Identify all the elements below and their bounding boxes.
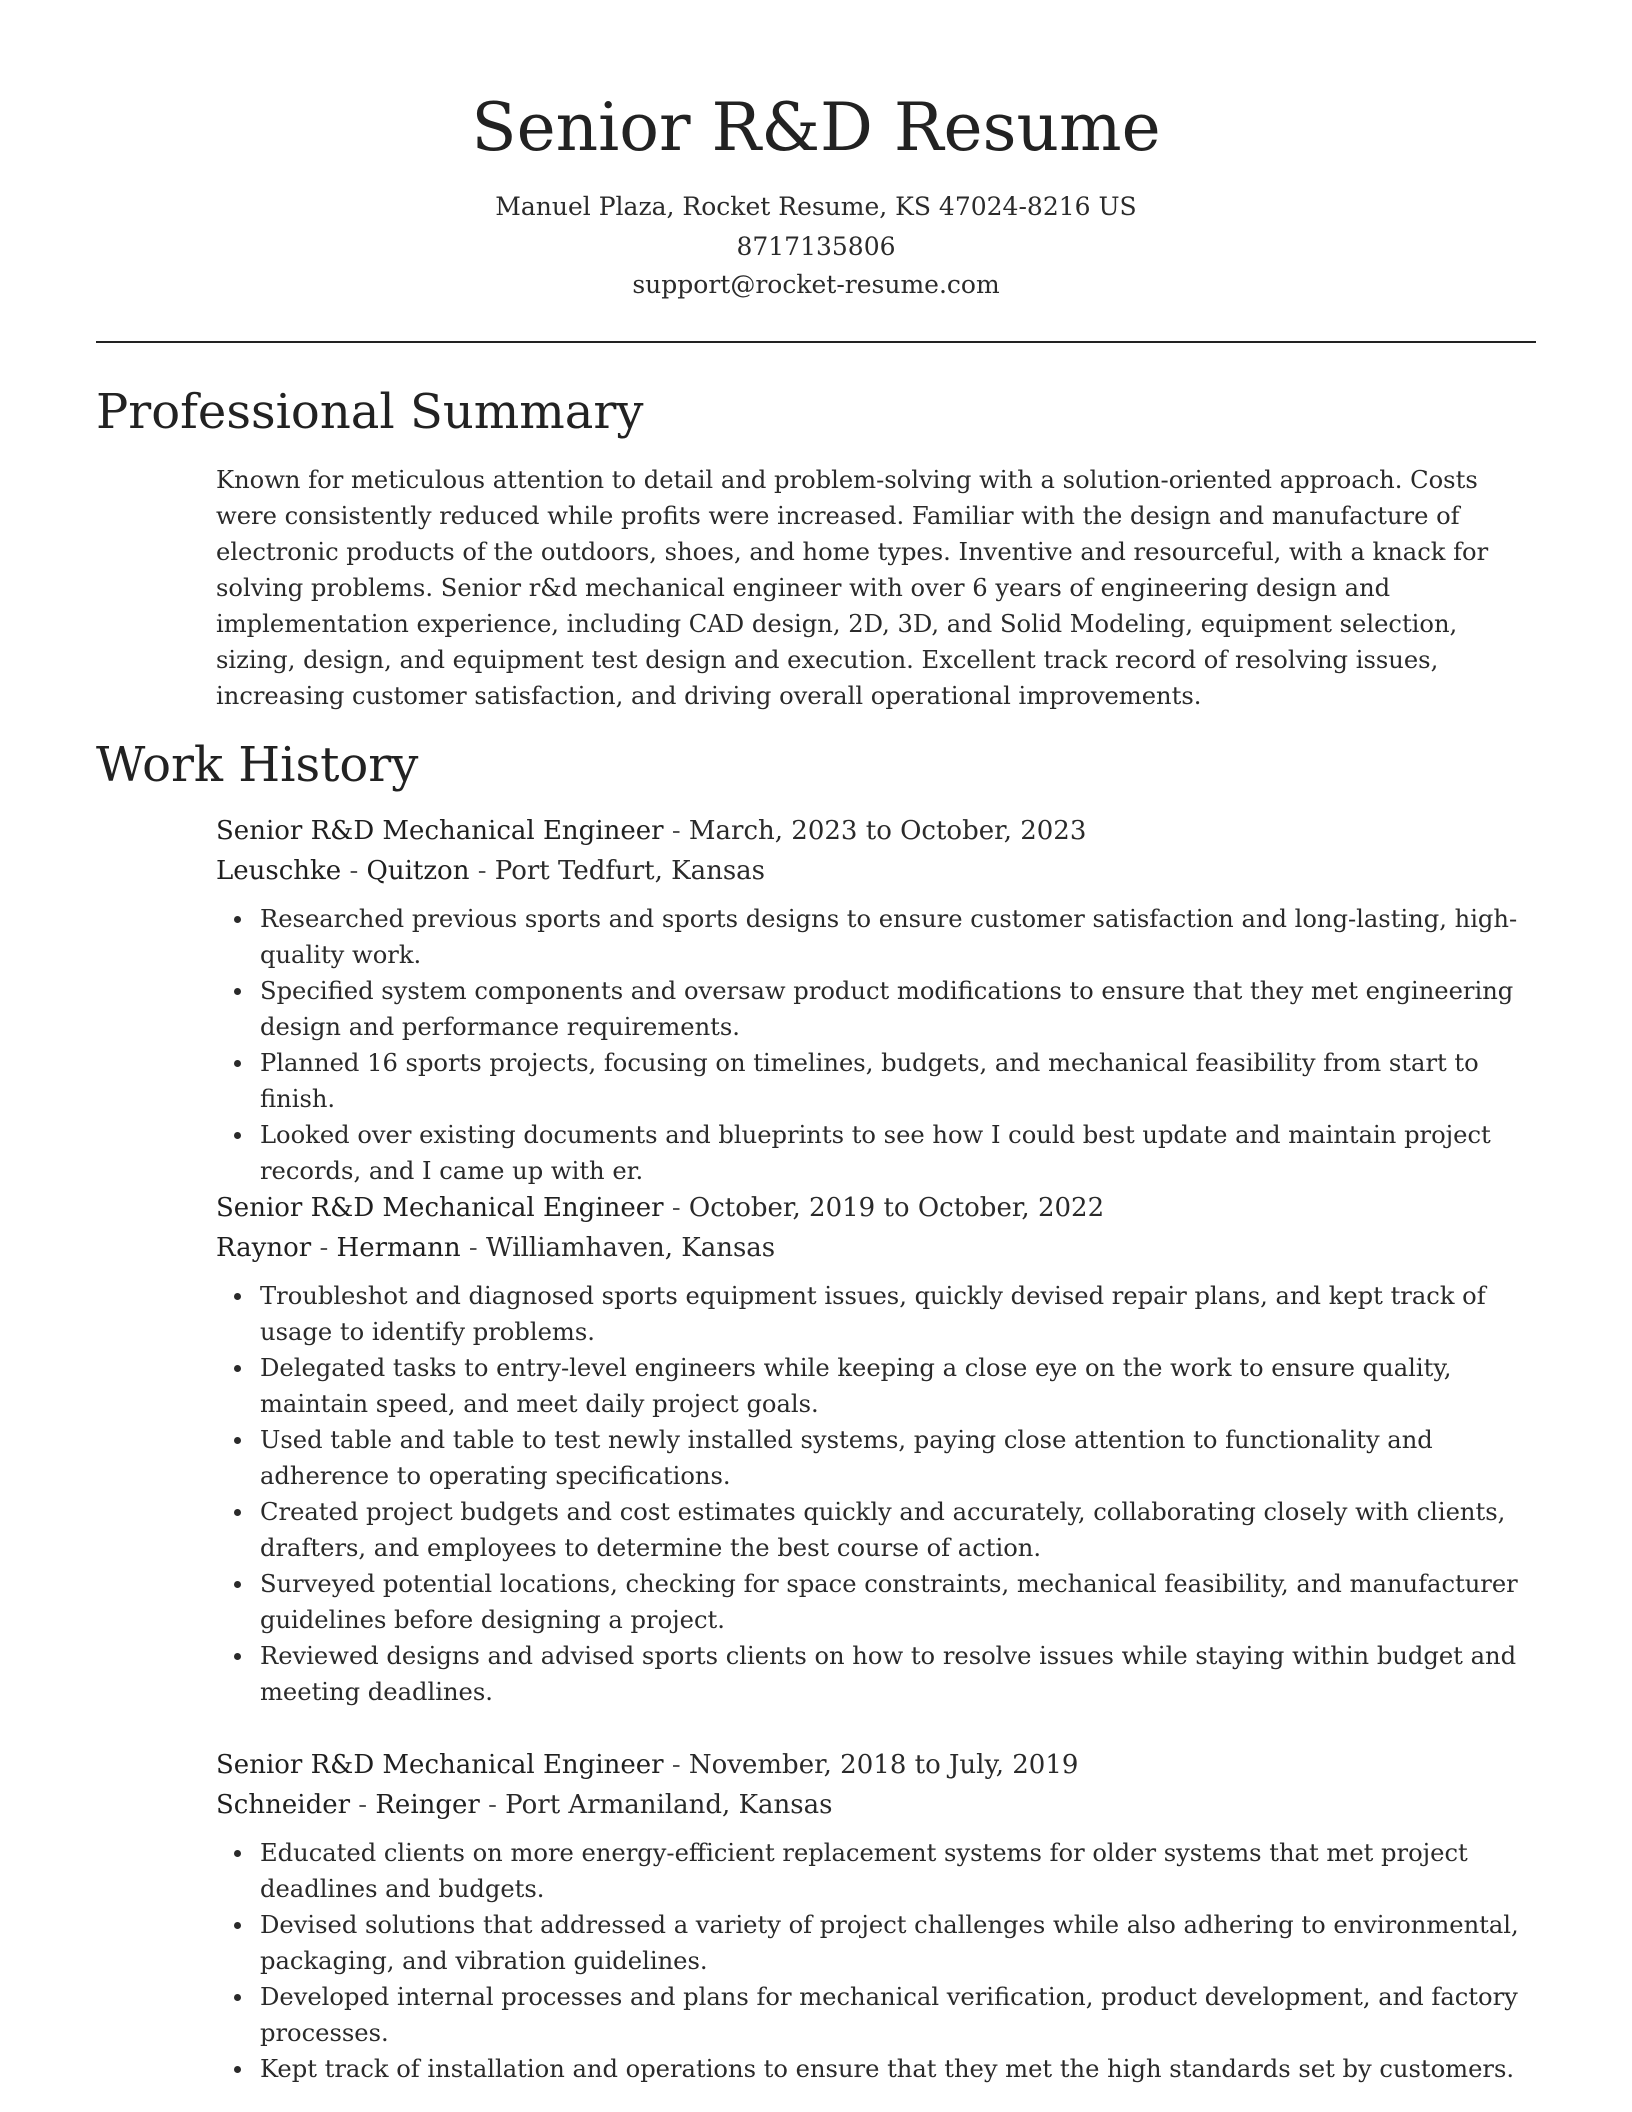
company-name-a: Raynor: [216, 1233, 312, 1263]
company-name-b: Hermann: [336, 1233, 461, 1263]
job-bullet: Kept track of installation and operations to ensure that they met the high standards set by customers.: [260, 2051, 1541, 2087]
job-company-line: [216, 1785, 1541, 1825]
separator: -: [469, 856, 495, 886]
contact-address: Manuel Plaza, Rocket Resume, KS 47024-8216 US: [495, 192, 1137, 221]
separator: -: [350, 1790, 376, 1820]
job-bullet: Delegated tasks to entry-level engineers while keeping a close eye on the work to ensure quality, maintain speed, and meet daily project goals.: [260, 1350, 1541, 1422]
job-dates: October, 2019 to October, 2022: [688, 1193, 1105, 1223]
job-bullet: Surveyed potential locations, checking for space constraints, mechanical feasibility, and manufacturer guidelines before designing a project.: [260, 1566, 1541, 1638]
job-location: Port Armaniland, Kansas: [505, 1790, 833, 1820]
separator: -: [311, 1233, 337, 1263]
job-bullets: [216, 1835, 1541, 2087]
job-entry: [216, 1188, 1541, 1710]
work-history-heading: Work History: [96, 737, 419, 793]
summary-text: Known for meticulous attention to detail and problem-solving with a solution-oriented approach. Costs were consistently reduced while profits were increased. Familiar with the design and manufacture of electronic products of the outdoors, shoes, and home types. Inventive and resourceful, with a knack for solving problems. Senior r&d mechanical engineer with over 6 years of engineering design and implementation experience, including CAD design, 2D, 3D, and Solid Modeling, equipment selection, sizing, design, and equipment test design and execution. Excellent track record of resolving issues, increasing customer satisfaction, and driving overall operational improvements.: [216, 466, 1489, 710]
job-bullet: Devised solutions that addressed a variety of project challenges while also adhering to environmental, packaging, and vibration guidelines.: [260, 1907, 1541, 1979]
job-title: Senior R&D Mechanical Engineer: [216, 1750, 664, 1780]
job-bullet: Used table and table to test newly installed systems, paying close attention to functionality and adherence to operating specifications.: [260, 1422, 1541, 1494]
separator: -: [663, 1193, 689, 1223]
job-bullet: Created project budgets and cost estimates quickly and accurately, collaborating closely with clients, drafters, and employees to determine the best course of action.: [260, 1494, 1541, 1566]
contact-phone: 8717135806: [736, 232, 896, 261]
job-bullet: Researched previous sports and sports designs to ensure customer satisfaction and long-lasting, high-quality work.: [260, 901, 1541, 973]
job-title-line: [216, 1745, 1541, 1785]
job-bullet: Educated clients on more energy-efficient replacement systems for older systems that met project deadlines and budgets.: [260, 1835, 1541, 1907]
separator: -: [479, 1790, 506, 1820]
separator: -: [663, 816, 689, 846]
job-bullets: [216, 1278, 1541, 1710]
job-entry: [216, 811, 1541, 1189]
summary-heading: Professional Summary: [96, 384, 644, 440]
job-title-line: [216, 1188, 1541, 1228]
separator: -: [460, 1233, 486, 1263]
company-name-a: Schneider: [216, 1790, 351, 1820]
header-divider: [96, 341, 1536, 343]
job-title-line: [216, 811, 1541, 851]
separator: -: [341, 856, 367, 886]
job-location: Port Tedfurt, Kansas: [494, 856, 766, 886]
job-company-line: [216, 851, 1541, 891]
job-bullets: [216, 901, 1541, 1189]
contact-email: support@rocket-resume.com: [632, 270, 1000, 299]
job-company-line: [216, 1228, 1541, 1268]
job-bullet: Looked over existing documents and blueprints to see how I could best update and maintain project records, and I came up with er.: [260, 1117, 1541, 1189]
company-name-a: Leuschke: [216, 856, 342, 886]
job-bullet: Reviewed designs and advised sports clients on how to resolve issues while staying within budget and meeting deadlines.: [260, 1638, 1541, 1710]
job-bullet: Specified system components and oversaw product modifications to ensure that they met engineering design and performance requirements.: [260, 973, 1541, 1045]
job-title: Senior R&D Mechanical Engineer: [216, 816, 664, 846]
job-bullet: Developed internal processes and plans for mechanical verification, product development, and factory processes.: [260, 1979, 1541, 2051]
job-dates: November, 2018 to July, 2019: [688, 1750, 1079, 1780]
job-bullet: Troubleshot and diagnosed sports equipment issues, quickly devised repair plans, and kept track of usage to identify problems.: [260, 1278, 1541, 1350]
job-title: Senior R&D Mechanical Engineer: [216, 1193, 664, 1223]
company-name-b: Reinger: [375, 1790, 480, 1820]
company-name-b: Quitzon: [366, 856, 470, 886]
separator: -: [663, 1750, 689, 1780]
job-entry: [216, 1745, 1541, 2087]
job-bullet: Planned 16 sports projects, focusing on timelines, budgets, and mechanical feasibility from start to finish.: [260, 1045, 1541, 1117]
job-location: Williamhaven, Kansas: [486, 1233, 776, 1263]
resume-title: Senior R&D Resume: [471, 89, 1161, 166]
job-dates: March, 2023 to October, 2023: [688, 816, 1087, 846]
